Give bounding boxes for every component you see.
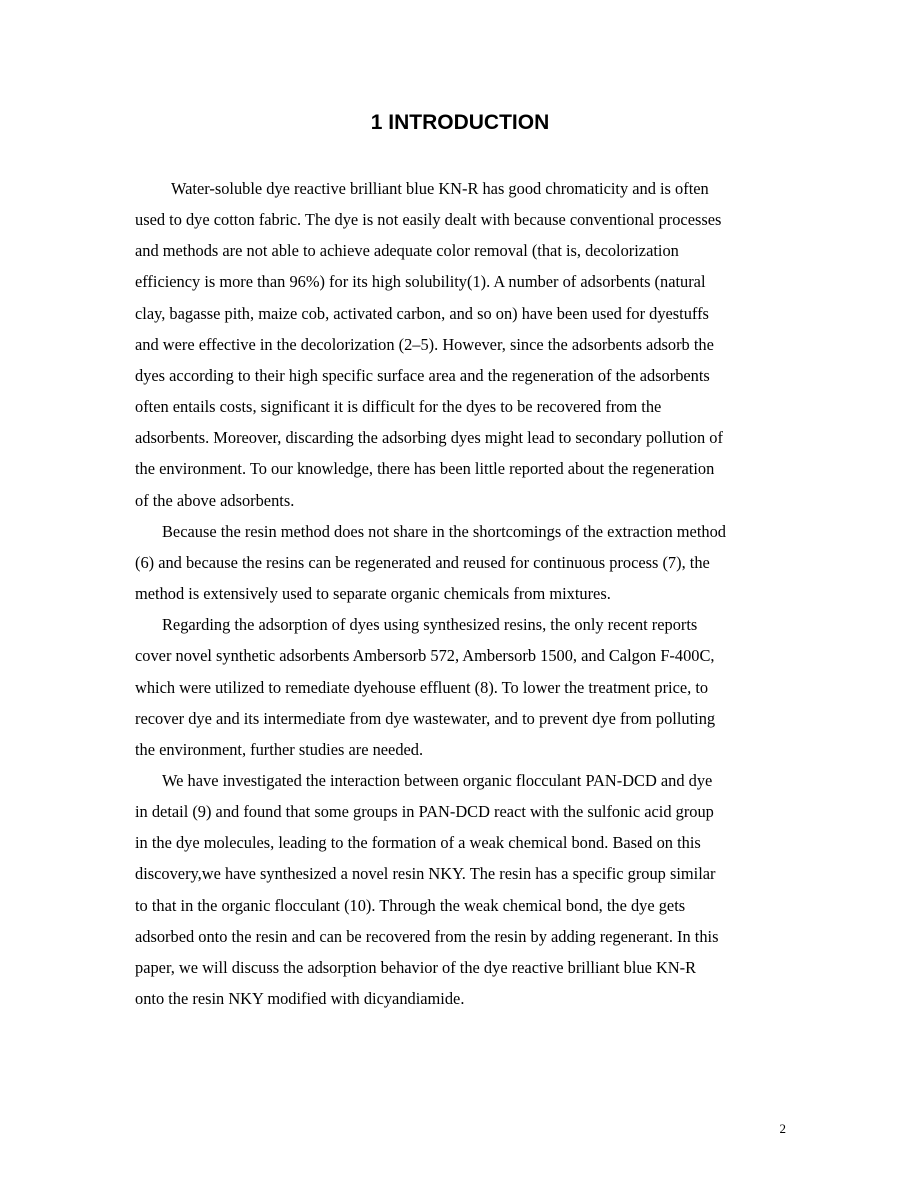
text-line: the environment. To our knowledge, there has been little reported about the regeneration bbox=[135, 459, 715, 479]
text-line: used to dye cotton fabric. The dye is not easily dealt with because conventional processes bbox=[135, 210, 722, 230]
text-line: Regarding the adsorption of dyes using synthesized resins, the only recent reports bbox=[162, 615, 698, 635]
text-line: efficiency is more than 96%) for its high solubility(1). A number of adsorbents (natural bbox=[135, 272, 706, 292]
text-line: recover dye and its intermediate from dye wastewater, and to prevent dye from polluting bbox=[135, 708, 716, 728]
text-line: of the above adsorbents. bbox=[135, 490, 295, 510]
paragraph-1 bbox=[135, 173, 787, 516]
paragraph-2 bbox=[135, 516, 787, 609]
text-line: adsorbed onto the resin and can be recovered from the resin by adding regenerant. In this bbox=[135, 926, 719, 946]
text-line: Water-soluble dye reactive brilliant blue KN-R has good chromaticity and is often bbox=[171, 179, 709, 198]
text-line: to that in the organic flocculant (10). Through the weak chemical bond, the dye gets bbox=[135, 895, 686, 915]
text-line: method is extensively used to separate organic chemicals from mixtures. bbox=[135, 584, 611, 604]
text-line: onto the resin NKY modified with dicyandiamide. bbox=[135, 989, 465, 1009]
text-line: Because the resin method does not share in the shortcomings of the extraction method bbox=[162, 521, 726, 541]
text-line: in the dye molecules, leading to the formation of a weak chemical bond. Based on this bbox=[135, 833, 701, 853]
text-line: dyes according to their high specific surface area and the regeneration of the adsorbents bbox=[135, 365, 710, 385]
text-line: often entails costs, significant it is difficult for the dyes to be recovered from the bbox=[135, 397, 662, 417]
section-body bbox=[135, 173, 787, 1014]
text-line: clay, bagasse pith, maize cob, activated carbon, and so on) have been used for dyestuffs bbox=[135, 303, 709, 323]
text-line: adsorbents. Moreover, discarding the adsorbing dyes might lead to secondary pollution of bbox=[135, 428, 723, 448]
text-line: in detail (9) and found that some groups in PAN-DCD react with the sulfonic acid group bbox=[135, 802, 714, 822]
text-line: paper, we will discuss the adsorption behavior of the dye reactive brilliant blue KN-R bbox=[135, 957, 697, 977]
text-line: which were utilized to remediate dyehouse effluent (8). To lower the treatment price, to bbox=[135, 677, 709, 697]
text-line: cover novel synthetic adsorbents Ambersorb 572, Ambersorb 1500, and Calgon F-400C, bbox=[135, 646, 715, 666]
text-line: (6) and because the resins can be regenerated and reused for continuous process (7), the bbox=[135, 552, 710, 572]
text-line: the environment, further studies are needed. bbox=[135, 739, 424, 759]
text-line: and methods are not able to achieve adequate color removal (that is, decolorization bbox=[135, 241, 679, 261]
paragraph-4 bbox=[135, 765, 787, 1014]
text-line: We have investigated the interaction between organic flocculant PAN-DCD and dye bbox=[162, 770, 713, 790]
text-line: discovery,we have synthesized a novel resin NKY. The resin has a specific group similar bbox=[135, 864, 716, 884]
page-number: 2 bbox=[779, 1121, 786, 1136]
paragraph-3 bbox=[135, 609, 787, 765]
text-line: and were effective in the decolorization (2–5). However, since the adsorbents adsorb the bbox=[135, 334, 714, 354]
section-heading: 1 INTRODUCTION bbox=[370, 111, 550, 134]
